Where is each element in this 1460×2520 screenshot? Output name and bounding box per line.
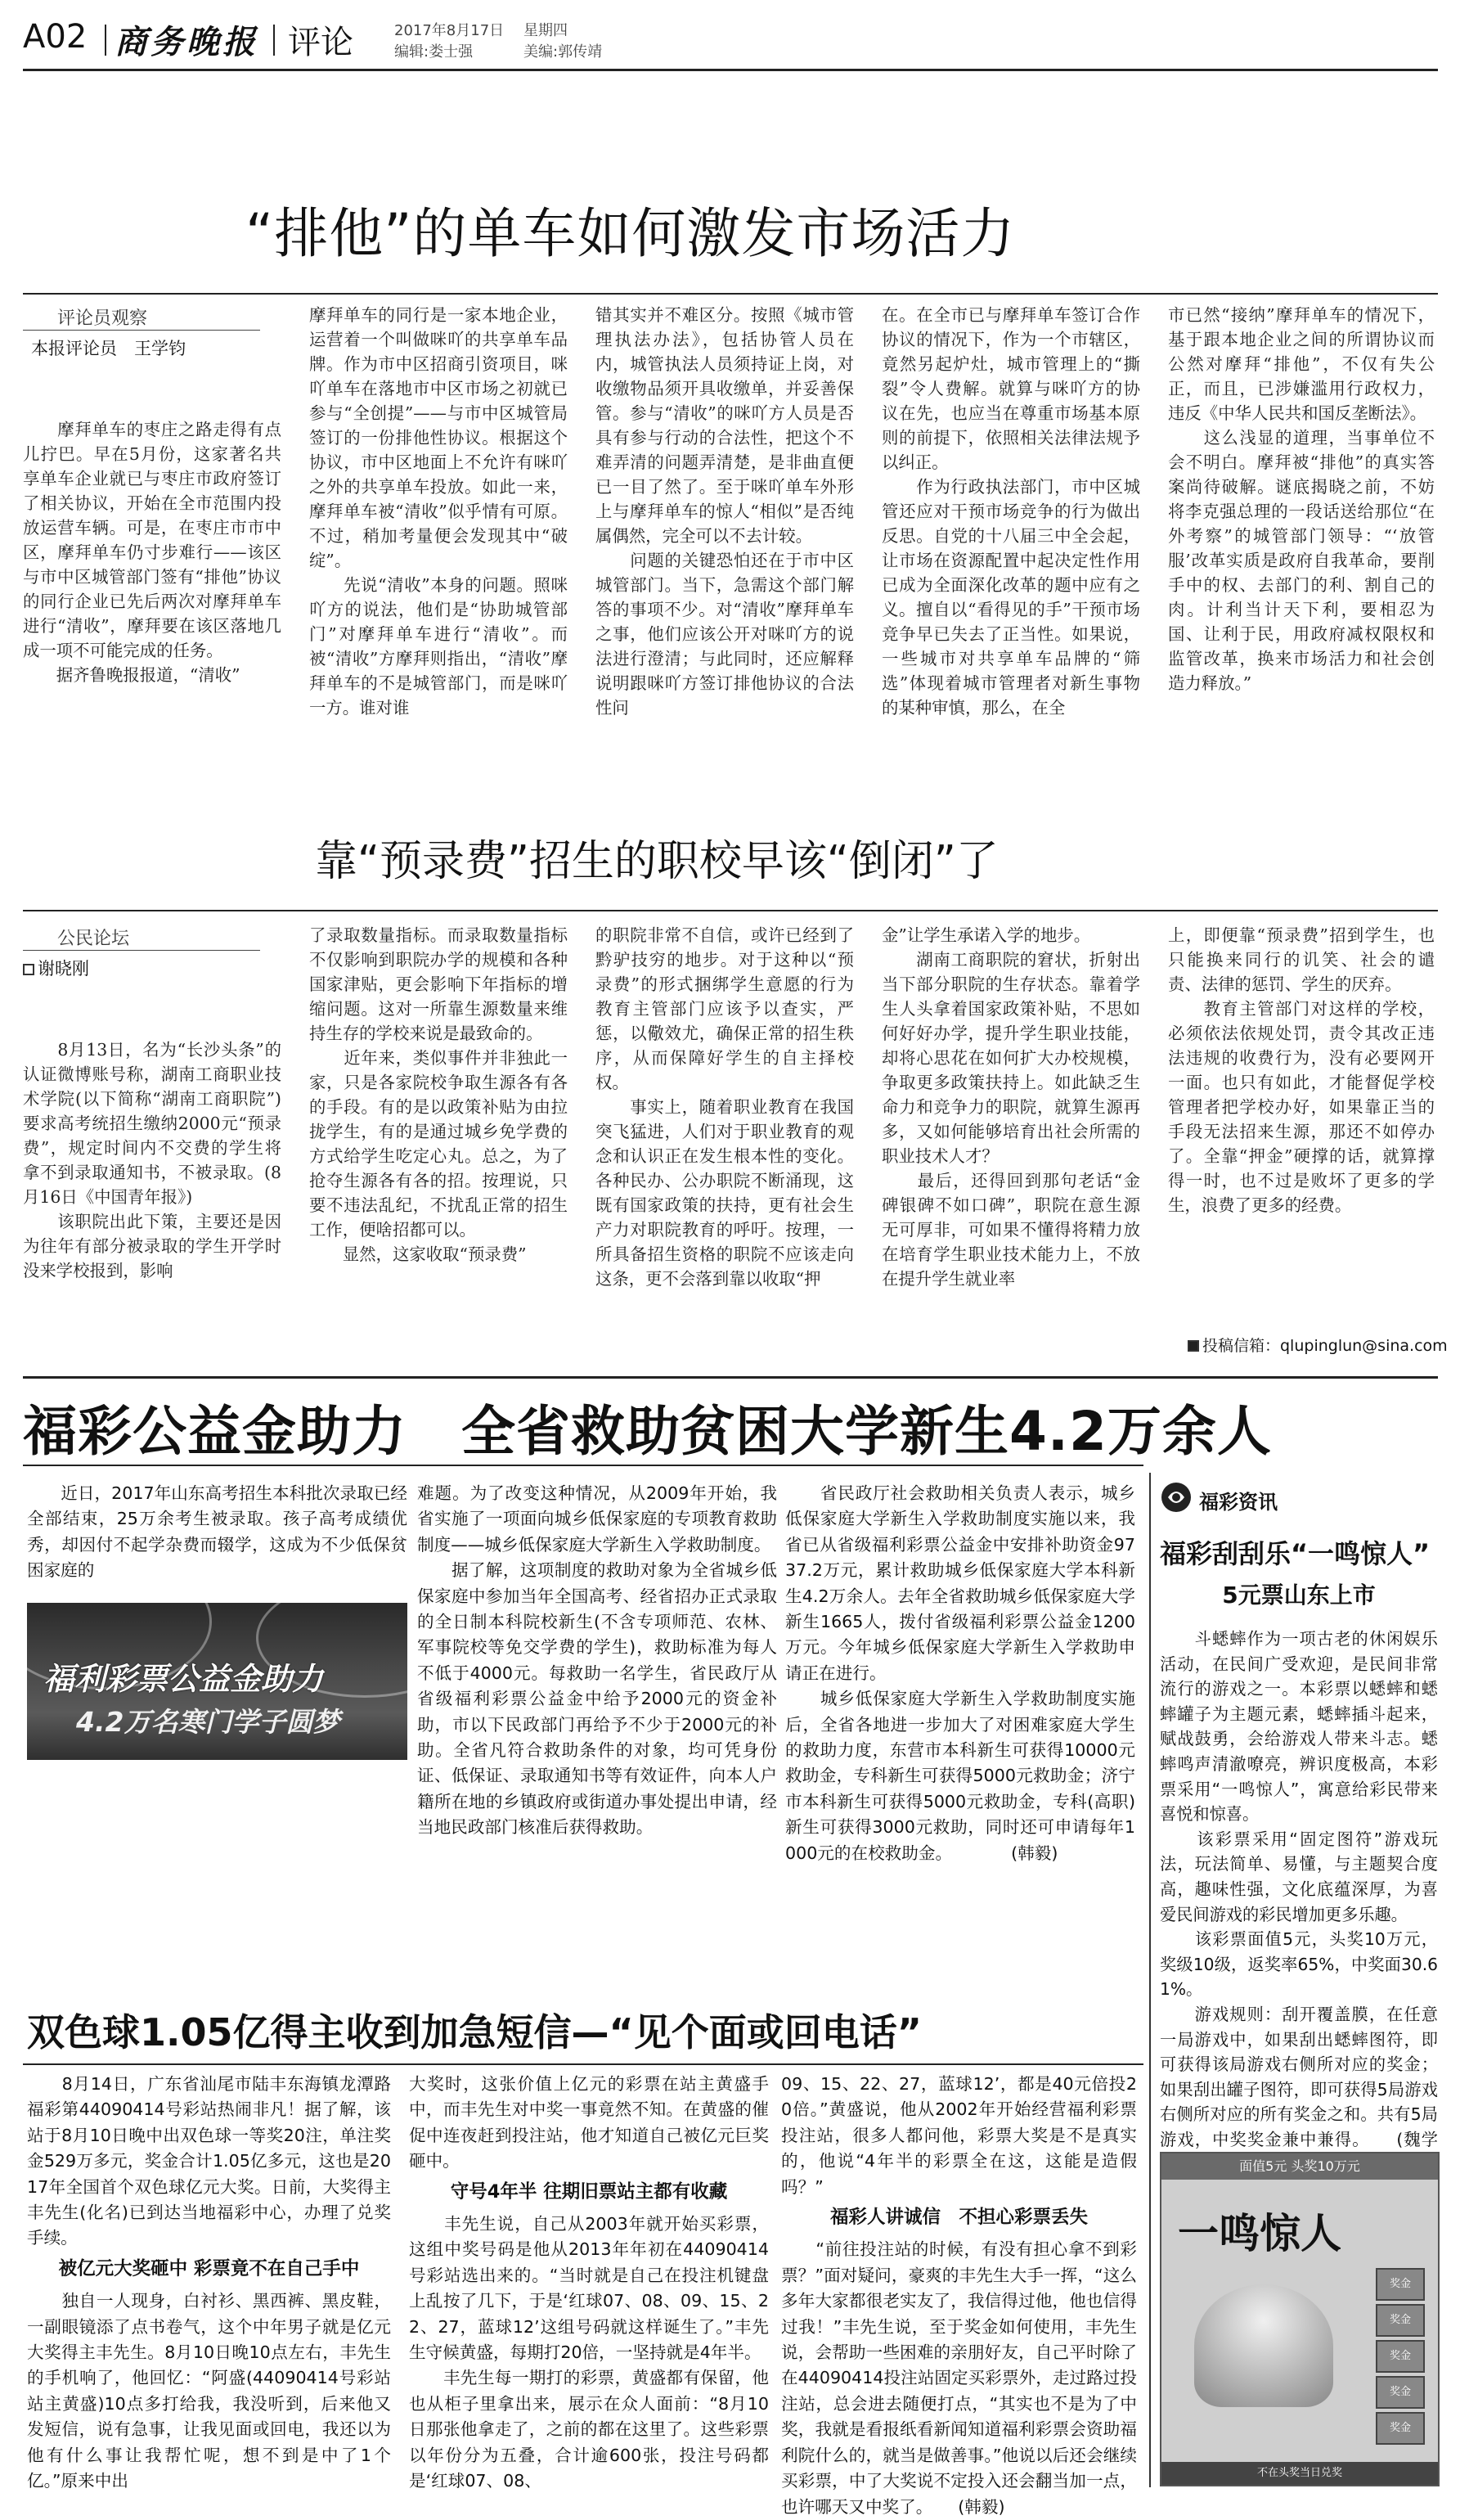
ticket-cricket-jar-icon [1194, 2284, 1333, 2407]
fucai-body: 斗蟋蟀作为一项古老的休闲娱乐活动，在民间广受欢迎，是民间非常流行的游戏之一。本彩票以蟋蟀和蟋蟀罐子为主题元素，蟋蟀插斗起来，赋战鼓勇，会给游戏人带来斗志。蟋蟀鸣声清澈嘹亮，辨识度极高，本彩票采用“一鸣惊人”，寓意给彩民带来喜悦和惊喜。 该彩票采用“固定图符”游戏玩法，玩法简单、易懂，与主题契合度高，趣味性强，文化底蕴深厚，为喜爱民间游戏的彩民增加更多乐趣。 该彩票面值5元，头奖10万元，奖级10级，返奖率65%，中奖面30.61%。 游戏规则：刮开覆盖膜，在任意一局游戏中，如果刮出蟋蟀图符，即可获得该局游戏右侧所对应的奖金；如果刮出罐子图符，即可获得5局游戏右侧所对应的所有奖金之和。共有5局游戏，中奖奖金兼中兼得。 (魏学 [1160, 1629, 1438, 2149]
article-4-rule [23, 2063, 1143, 2065]
article-3-rule [23, 1465, 1143, 1466]
article-2-author: 谢晓刚 [38, 959, 89, 979]
article-1-column-1: 摩拜单车的枣庄之路走得有点儿拧巴。早在5月份，这家著名共享单车企业就已与枣庄市政府签订了相关协议，开始在全市范围内投放运营车辆。可是，在枣庄市市中区，摩拜单车仍寸步难行——该区与市中区城管部门签有“排他”协议的同行企业已先后两次对摩拜单车进行“清收”，摩拜要在该区落地几成一项不可能完成的任务。 据齐鲁晚报报道，“清收” [23, 420, 281, 685]
issue-weekday: 星期四 [523, 22, 568, 39]
designer-credit: 美编:郭传靖 [523, 43, 603, 61]
article-3-column-3: 省民政厅社会救助相关负责人表示，城乡低保家庭大学新生入学救助制度实施以来，我省已从省级福利彩票公益金中安排补助资金9737.2万元，累计救助城乡低保家庭大学本科新生4.2万余人。去年全省救助城乡低保家庭大学新生1665人，拨付省级福利彩票公益金1200万元。今年城乡低保家庭大学新生入学救助申请正在进行。 城乡低保家庭大学新生入学救助制度实施后，全省各地进一步加大了对困难家庭大学生的救助力度，东营市本科新生可获得10000元救助金，专科新生可获得5000元救助金；济宁市本科新生可获得5000元救助金，专科(高职)新生可获得3000元救助，同时还可申请每年1000元的在校救助金。 (韩毅) [785, 1483, 1135, 1863]
ticket-prize-cell: 奖金 [1376, 2412, 1425, 2445]
ticket-prize-cell: 奖金 [1376, 2268, 1425, 2301]
article-4-column-1 [27, 2072, 391, 2489]
editor-credit: 编辑:娄士强 [394, 43, 474, 61]
ticket-footer: 不在头奖当日兑奖 [1161, 2462, 1438, 2485]
masthead-divider [105, 25, 106, 56]
article-2-rule [23, 910, 1438, 911]
banner-subline: 4.2万名寒门学子圆梦 [76, 1706, 340, 1738]
article-4-column-2 [409, 2072, 769, 2489]
article-4-column-3 [781, 2072, 1137, 2517]
fucai-brand: 福彩资讯 [1199, 1491, 1278, 1514]
article-4-subhead-1: 被亿元大奖砸中 彩票竟不在自己手中 [58, 2257, 360, 2279]
article-3-column-2: 难题。为了改变这种情况，从2009年开始，我省实施了一项面向城乡低保家庭的专项教育救助制度——城乡低保家庭大学新生入学救助制度。 据了解，这项制度的救助对象为全省城乡低保家庭中参加当年全国高考、经省招办正式录取的全日制本科院校新生(不含专项师范、农林、军事院校等免交学费的学生)，救助标准为每人不低于4000元。每救助一名学生，省民政厅从省级福利彩票公益金中给予2000元的资金补助，市以下民政部门再给予不少于2000元的补助。全省凡符合救助条件的对象，均可凭身份证、低保证、录取通知书等有效证件，向本人户籍所在地的乡镇政府或街道办事处提出申请，经当地民政部门核准后获得救助。 [417, 1483, 777, 1838]
masthead-divider [273, 25, 275, 56]
article-1-title: “排他”的单车如何激发市场活力 [245, 202, 1016, 265]
newspaper-logo: 商务晚报 [115, 23, 258, 61]
fucai-title: 福彩刮刮乐“一鸣惊人” [1160, 1538, 1431, 1569]
column-tag: 公民论坛 [23, 925, 260, 951]
masthead-rule [23, 69, 1438, 71]
article-4-title: 双色球1.05亿得主收到加急短信—“见个面或回电话” [27, 2010, 922, 2054]
scratch-ticket-image [1160, 2152, 1440, 2486]
square-bullet-icon [1188, 1340, 1199, 1352]
contact-email-text: 投稿信箱：qlupinglun@sina.com [1202, 1337, 1448, 1355]
fucai-subtitle: 5元票山东上市 [1222, 1582, 1376, 1609]
ticket-game-name: 一鸣惊人 [1178, 2210, 1341, 2257]
article-1-rule [23, 293, 1438, 295]
article-4-paragraph: 09、15、22、27，蓝球12’，都是40元倍投20倍。”黄盛说，他从2002年开始经营福利彩票投注站，很多人都问他，彩票大奖是不是真实的，他说“4年半的彩票全在这，这能是造假吗？” [781, 2074, 1137, 2197]
article-2-byline [23, 956, 89, 980]
contact-email [1188, 1334, 1448, 1356]
ticket-top-bar: 面值5元 头奖10万元 [1161, 2153, 1438, 2180]
article-4-paragraph: 丰先生说，自己从2003年就开始买彩票，这组中奖号码是他从2013年年初在44090414号彩站选出来的。“当时就是自己在投注机键盘上乱按了几下，于是‘红球07、08、09、15、22、27，蓝球12’这组号码就这样诞生了。”丰先生守候黄盛，每期打20倍，一坚持就是4年半。 丰先生每一期打的彩票，黄盛都有保留，他也从柜子里拿出来，展示在众人面前：“8月10日那张他拿走了，之前的都在这里了。这些彩票以年份分为五叠，合计逾600张，投注号码都是‘红球07、08、 [409, 2214, 769, 2491]
column-tag: 评论员观察 [23, 304, 260, 331]
article-1-byline: 本报评论员 王学钧 [31, 339, 186, 358]
article-1-column-4: 在。在全市已与摩拜单车签订合作协议的情况下，作为一个市辖区，竟然另起炉灶，城市管理上的“撕裂”令人费解。就算与咪吖方的协议在先，也应当在尊重市场基本原则的前提下，依照相关法律法规予以纠正。 作为行政执法部门，市中区城管还应对干预市场竞争的行为做出反思。自党的十八届三中全会起，让市场在资源配置中起决定性作用已成为全面深化改革的题中应有之义。擅自以“看得见的手”干预市场竞争早已失去了正当性。如果说，一些城市对共享单车品牌的“筛选”体现着城市管理者对新生事物的某种审慎，那么，在全 [882, 305, 1140, 718]
sidebar-divider [1149, 1473, 1151, 2487]
lottery-banner-image [27, 1603, 407, 1760]
article-2-column-4: 金”让学生承诺入学的地步。 湖南工商职院的窘状，折射出当下部分职院的生存状态。靠着学生人头拿着国家政策补贴，不思如何好好办学，提升学生职业技能，却将心思花在如何扩大办校规模，争取更多政策扶持上。如此缺乏生命力和竞争力的职院，就算生源再多，又如何能够培育出社会所需的职业技术人才？ 最后，还得回到那句老话“金碑银碑不如口碑”，职院在意生源无可厚非，可如果不懂得将精力放在培育学生职业技术能力上，不放在提升学生就业率 [882, 925, 1140, 1289]
page-number: A02 [23, 18, 88, 56]
ticket-prize-cell: 奖金 [1376, 2376, 1425, 2409]
article-4-subhead-2: 守号4年半 往期旧票站主都有收藏 [450, 2180, 728, 2203]
article-2-column-1: 8月13日，名为“长沙头条”的认证微博账号称，湖南工商职业技术学院(以下简称“湖南工商职院”)要求高考统招生缴纳2000元“预录费”，规定时间内不交费的学生将拿不到录取通知书，不被录取。(8月16日《中国青年报》) 该职院出此下策，主要还是因为往年有部分被录取的学生开学时没来学校报到，影响 [23, 1040, 281, 1280]
article-1-column-3: 错其实并不难区分。按照《城市管理执法办法》，包括协管人员在内，城管执法人员须持证上岗，对收缴物品须开具收缴单，并妥善保管。参与“清收”的咪吖方人员是否具有参与行动的合法性，把这个不难弄清的问题弄清楚，是非曲直便已一目了然了。至于咪吖单车外形上与摩拜单车的惊人“相似”是否纯属偶然，完全可以不去计较。 问题的关键恐怕还在于市中区城管部门。当下，急需这个部门解答的事项不少。对“清收”摩拜单车之事，他们应该公开对咪吖方的说法进行澄清；与此同时，还应解释说明跟咪吖方签订排他协议的合法性问 [595, 305, 854, 718]
article-1-column-5: 市已然“接纳”摩拜单车的情况下，基于跟本地企业之间的所谓协议而公然对摩拜“排他”，不仅有失公正，而且，已涉嫌滥用行政权力，违反《中华人民共和国反垄断法》。 这么浅显的道理，当事单位不会不明白。摩拜被“排他”的真实答案尚待破解。谜底揭晓之前，不妨将李克强总理的一段话送给那位“在外考察”的城管部门领导：“‘放管服’改革实质是政府自我革命，要削手中的权、去部门的利、割自己的肉。计利当计天下利，要相忍为国、让利于民，用政府减权限权和监管改革，换来市场活力和社会创造力释放。” [1168, 305, 1435, 693]
banner-headline: 福利彩票公益金助力 [43, 1661, 324, 1697]
article-1-column-2: 摩拜单车的同行是一家本地企业，运营着一个叫做咪吖的共享单车品牌。作为市中区招商引资项目，咪吖单车在落地市中区市场之初就已参与“全创提”——与市中区城管局签订的一份排他性协议。根据这个协议，市中区地面上不允许有咪吖之外的共享单车投放。如此一来，摩拜单车被“清收”似乎情有可原。不过，稍加考量便会发现其中“破绽”。 先说“清收”本身的问题。照咪吖方的说法，他们是“协助城管部门”对摩拜单车进行“清收”。而被“清收”方摩拜则指出，“清收”摩拜单车的不是城管部门，而是咪吖一方。谁对谁 [309, 305, 568, 718]
article-4-paragraph: “前往投注站的时候，有没有担心拿不到彩票？”面对疑问，豪爽的丰先生大手一挥，“这么多年大家都很老实友了，我信得过他，他也信得过我！”丰先生说，至于奖金如何使用，丰先生说，会帮助一些困难的亲朋好友，自己平时除了在44090414投注站固定买彩票外，走过路过投注站，总会进去随便打点，“其实也不是为了中奖，我就是看报纸看新闻知道福利彩票会资助福利院什么的，就当是做善事。”他说以后还会继续买彩票，中了大奖说不定投入还会翻当加一点，也许哪天又中奖了。 (韩毅) [781, 2239, 1137, 2517]
lottery-section-rule [23, 1376, 1438, 1379]
article-2-column-5: 上，即便靠“预录费”招到学生，也只能换来同行的讥笑、社会的谴责、法律的惩罚、学生的厌弃。 教育主管部门对这样的学校，必须依法依规处罚，责令其改正违法违规的收费行为，没有必要网开一面。也只有如此，才能督促学校管理者把学校办好，如果靠正当的手段无法招来生源，那还不如停办了。全靠“押金”硬撑的话，就算撑得一时，也不过是败坏了更多的学生，浪费了更多的经费。 [1168, 925, 1435, 1215]
article-4-paragraph: 大奖时，这张价值上亿元的彩票在站主黄盛手中，而丰先生对中奖一事竟然不知。在黄盛的催促中连夜赶到投注站，他才知道自己被亿元巨奖砸中。 [409, 2074, 769, 2171]
square-bullet-icon [23, 964, 34, 975]
section-name: 评论 [288, 24, 353, 61]
article-3-title: 福彩公益金助力 全省救助贫困大学新生4.2万余人 [23, 1400, 1272, 1463]
ticket-prize-cell: 奖金 [1376, 2304, 1425, 2337]
fucai-logo-icon [1160, 1481, 1193, 1514]
issue-date: 2017年8月17日 [394, 22, 505, 39]
article-2-title: 靠“预录费”招生的职校早该“倒闭”了 [315, 837, 999, 886]
article-2-column-2: 了录取数量指标。而录取数量指标不仅影响到职院办学的规模和各种国家津贴，更会影响下年指标的增缩问题。这对一所靠生源数量来维持生存的学校来说是最致命的。 近年来，类似事件并非独此一家，只是各家院校争取生源各有各的手段。有的是以政策补贴为由拉拢学生，有的是通过城乡免学费的方式给学生吃定心丸。总之，为了抢夺生源各有各的招。按理说，只要不违法乱纪，不扰乱正常的招生工作，便啥招都可以。 显然，这家收取“预录费” [309, 925, 568, 1264]
ticket-prize-cell: 奖金 [1376, 2340, 1425, 2373]
article-4-subhead-3: 福彩人讲诚信 不担心彩票丢失 [829, 2207, 1088, 2229]
article-3-column-1: 近日，2017年山东高考招生本科批次录取已经全部结束，25万余考生被录取。孩子高考成绩优秀，却因付不起学杂费而辍学，这成为不少低保贫困家庭的 [27, 1483, 407, 1581]
article-4-paragraph: 8月14日，广东省汕尾市陆丰东海镇龙潭路福彩第44090414号彩站热闹非凡！据了解，该站于8月10日晚中出双色球一等奖20注，单注奖金529万多元，奖金合计1.05亿多元，这也是2017年全国首个双色球亿元大奖。日前，大奖得主丰先生(化名)已到达当地福彩中心，办理了兑奖手续。 [27, 2074, 391, 2248]
article-4-paragraph: 独自一人现身，白衬衫、黑西裤、黑皮鞋，一副眼镜添了点书卷气，这个中年男子就是亿元大奖得主丰先生。8月10日晚10点左右，丰先生的手机响了，他回忆：“阿盛(44090414号彩站站主黄盛)10点多打给我，我没听到，后来他又发短信，说有急事，让我见面或回电，我还以为他有什么事让我帮忙呢，想不到是中了1个亿。”原来中出 [27, 2291, 391, 2491]
article-2-column-3: 的职院非常不自信，或许已经到了黔驴技穷的地步。对于这种以“预录费”的形式捆绑学生意愿的行为教育主管部门应该予以查实，严惩，以儆效尤，确保正常的招生秩序，从而保障好学生的自主择校权。 事实上，随着职业教育在我国突飞猛进，人们对于职业教育的观念和认识正在发生根本性的变化。各种民办、公办职院不断涌现，这既有国家政策的扶持，更有社会生产力对职院教育的呼吁。按理，一所具备招生资格的职院不应该走向这条，更不会落到靠以收取“押 [595, 925, 854, 1289]
